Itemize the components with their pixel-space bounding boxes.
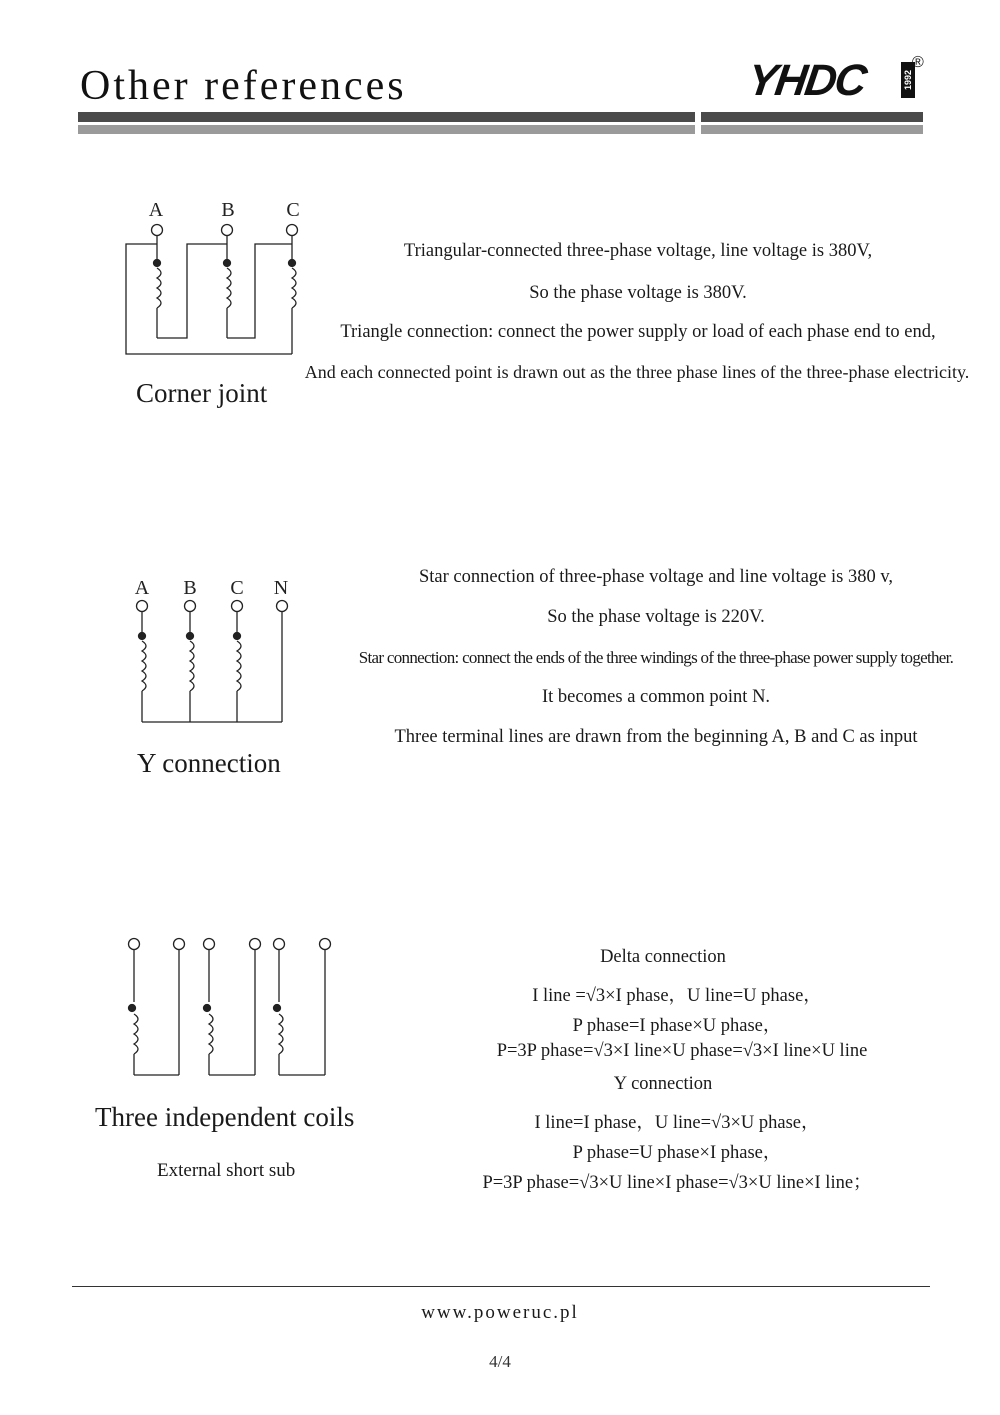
logo-year: 1992 bbox=[901, 62, 915, 98]
formula-line-4: P=3P phase=√3×I line×U phase=√3×I line×U line bbox=[496, 1041, 868, 1061]
header-rule-dark-left bbox=[78, 112, 695, 122]
terminal-label-c: C bbox=[230, 577, 244, 599]
external-short-sub-caption: External short sub bbox=[157, 1160, 296, 1181]
corner-joint-caption: Corner joint bbox=[136, 378, 268, 408]
delta-line-3: Triangle connection: connect the power supply or load of each phase end to end, bbox=[340, 322, 936, 342]
page-number: 4/4 bbox=[489, 1352, 511, 1371]
header-rule-light-right bbox=[701, 125, 923, 134]
header-rule-light-left bbox=[78, 125, 695, 134]
star-line-5: Three terminal lines are drawn from the beginning A, B and C as input bbox=[394, 727, 918, 747]
formula-line-2: I line =√3×I phase，U line=U phase， bbox=[532, 986, 822, 1006]
registered-mark: ® bbox=[912, 54, 924, 71]
star-connection-diagram bbox=[124, 572, 304, 732]
terminal-label-b: B bbox=[183, 577, 197, 599]
formula-line-7: P phase=U phase×I phase， bbox=[572, 1143, 782, 1163]
terminal-label-a: A bbox=[134, 577, 150, 599]
independent-coils-diagram bbox=[122, 932, 342, 1082]
formula-line-5: Y connection bbox=[613, 1074, 713, 1094]
footer-website-link[interactable]: www.poweruc.pl bbox=[421, 1302, 579, 1323]
delta-line-4: And each connected point is drawn out as the three phase lines of the three-phase electricity. bbox=[304, 362, 970, 382]
delta-connection-diagram bbox=[110, 192, 310, 364]
page-title: Other references bbox=[80, 63, 407, 109]
header-rule-dark-right bbox=[701, 112, 923, 122]
formula-line-6: I line=I phase，U line=√3×U phase， bbox=[534, 1113, 820, 1133]
formula-line-3: P phase=I phase×U phase， bbox=[572, 1016, 782, 1036]
terminal-label-c: C bbox=[286, 199, 300, 221]
formula-line-1: Delta connection bbox=[600, 947, 726, 967]
three-independent-coils-caption: Three independent coils bbox=[95, 1102, 355, 1132]
delta-line-2: So the phase voltage is 380V. bbox=[529, 283, 747, 303]
star-line-3: Star connection: connect the ends of the three windings of the three-phase power supply together. bbox=[358, 648, 954, 667]
y-connection-caption: Y connection bbox=[137, 748, 281, 778]
terminal-label-a: A bbox=[148, 199, 164, 221]
footer-rule bbox=[72, 1286, 930, 1287]
terminal-label-b: B bbox=[221, 199, 235, 221]
yhdc-logo bbox=[744, 54, 928, 106]
star-line-4: It becomes a common point N. bbox=[541, 687, 771, 707]
star-line-2: So the phase voltage is 220V. bbox=[547, 607, 765, 627]
star-line-1: Star connection of three-phase voltage and line voltage is 380 v, bbox=[419, 567, 893, 587]
terminal-label-n: N bbox=[273, 577, 289, 599]
formula-line-8: P=3P phase=√3×U line×I phase=√3×U line×I line； bbox=[482, 1173, 872, 1193]
delta-line-1: Triangular-connected three-phase voltage, line voltage is 380V, bbox=[403, 241, 873, 261]
logo-text: YHDC bbox=[744, 56, 869, 105]
